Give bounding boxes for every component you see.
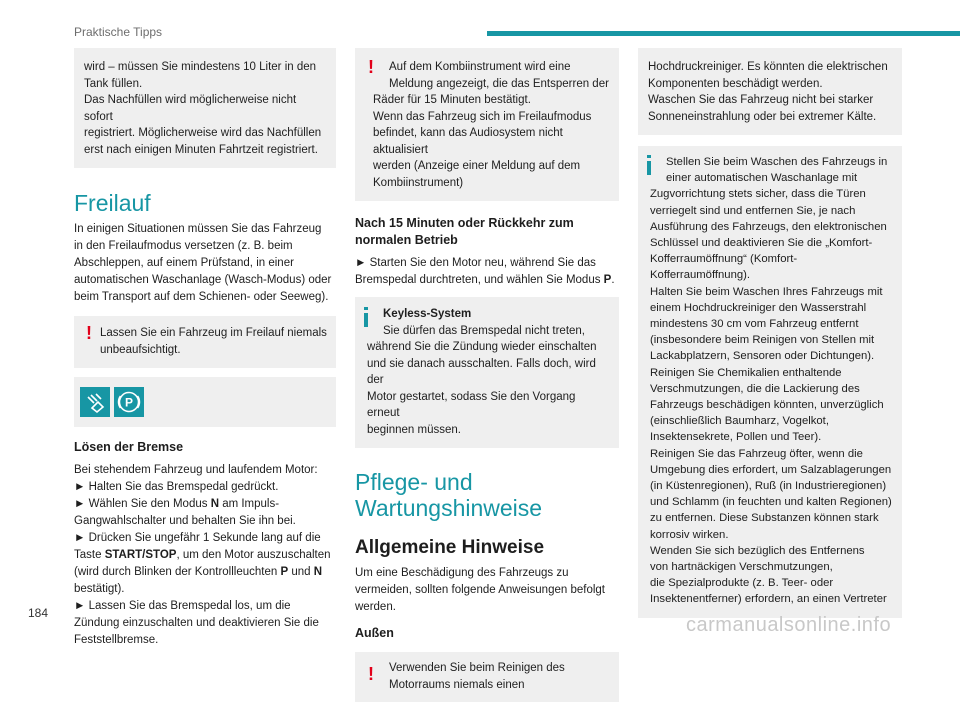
info-line: die Spezialprodukte (z. B. Teer- oder: [650, 577, 834, 590]
release-brake-steps: [74, 462, 336, 649]
info-line: und sie danach ausschalten. Falls doch, wird der: [367, 357, 596, 386]
warning-text: [373, 59, 611, 191]
info-line: Fahrzeugs beschädigen könnten, unverzüglich: [650, 399, 884, 412]
info-line: (in Küstenregionen), Ruß (in Industrieregionen): [650, 480, 887, 493]
care-title: [355, 469, 619, 521]
paragraph-line: Abschleppen, auf einem Prüfstand, in einer: [74, 257, 294, 269]
general-notes-title: Allgemeine Hinweise: [355, 537, 545, 558]
warning-line: Kombiinstrument): [373, 176, 464, 189]
info-text: [367, 306, 611, 438]
note-line: Hochdruckreiniger. Es könnten die elektrischen: [648, 61, 888, 73]
note-line: Tank füllen.: [84, 77, 143, 90]
step-line: Feststellbremse.: [74, 634, 159, 646]
text-run: Taste: [74, 549, 105, 561]
indicator-p: P: [280, 566, 289, 578]
paragraph-line: In einigen Situationen müssen Sie das Fahrzeug: [74, 223, 322, 235]
info-line: und Schlamm (in feuchten und kalten Regionen): [650, 496, 892, 509]
info-line: Reinigen Sie Chemikalien enthaltende: [650, 366, 842, 379]
info-line: einer automatischen Waschanlage mit: [666, 172, 858, 185]
info-line: Motor gestartet, sodass Sie den Vorgang erneut: [367, 390, 576, 419]
info-line: Halten Sie beim Waschen Ihres Fahrzeugs mit: [650, 285, 883, 298]
step-line: Gangwahlschalter und behalten Sie ihn bei.: [74, 515, 296, 527]
step-line: Zündung einzuschalten und deaktivieren Sie die: [74, 617, 319, 629]
info-line: (einschließlich Baumharz, Vogelkot,: [650, 415, 829, 428]
general-notes-text: [355, 565, 619, 616]
info-line: Sie dürfen das Bremspedal nicht treten,: [383, 324, 586, 337]
header-accent-bar: [487, 31, 960, 36]
warning-icon: !: [86, 323, 92, 343]
after-15-min-title: [355, 215, 619, 249]
text-run: am Impuls-: [219, 498, 280, 510]
warning-line: befindet, kann das Audiosystem nicht aktualisiert: [373, 127, 563, 156]
refuel-note-box: [74, 48, 336, 168]
text-run: und: [288, 566, 314, 578]
note-line: registriert. Möglicherweise wird das Nachfüllen: [84, 127, 322, 139]
warning-text: [377, 660, 611, 693]
step-line: [74, 564, 336, 581]
info-line: während Sie die Zündung wieder einschalten: [367, 341, 597, 353]
info-line: einem Hochdruckreiniger den Wasserstrahl: [650, 301, 867, 314]
warning-line: Verwenden Sie beim Reinigen des: [389, 662, 565, 674]
info-line: Insektenentferner) erfordern, an einen Vertreter: [650, 593, 887, 606]
warning-box: [74, 316, 336, 368]
warning-icon: !: [368, 664, 374, 684]
info-line: korrosiv wirken.: [650, 528, 729, 541]
info-line: Kofferraumöffnung“ (Komfort-Kofferraumöffnung).: [650, 253, 798, 282]
warning-line: werden (Anzeige einer Meldung auf dem: [373, 160, 581, 172]
warning-line: Auf dem Kombiinstrument wird eine: [389, 61, 571, 73]
column-1: [74, 48, 336, 649]
release-brake-title: Lösen der Bremse: [74, 440, 184, 454]
note-line: Waschen Sie das Fahrzeug nicht bei starker: [648, 94, 874, 106]
paragraph-line: beim Transport auf dem Schienen- oder Seeweg).: [74, 291, 329, 303]
info-line: Umgebung dies erfordert, um Salzablagerungen: [650, 463, 892, 476]
info-line: Reinigen Sie das Fahrzeug öfter, wenn die: [650, 447, 863, 460]
paragraph-line: in den Freilaufmodus versetzen (z. B. beim: [74, 240, 293, 252]
text-run: , um den Motor auszuschalten: [176, 549, 331, 561]
info-line: Lackabplatzern, Sensoren oder Dichtungen).: [650, 350, 875, 363]
warning-line: unbeaufsichtigt.: [100, 343, 181, 356]
warning-line: Räder für 15 Minuten bestätigt.: [373, 94, 531, 106]
watermark: carmanualsonline.info: [686, 614, 892, 636]
note-line: Sonneneinstrahlung oder bei extremer Kälte.: [648, 110, 877, 123]
icon-strip: [74, 377, 336, 427]
freilauf-title: Freilauf: [74, 190, 151, 216]
step-line: bestätigt).: [74, 583, 125, 595]
info-line: beginnen müssen.: [367, 423, 461, 436]
indicator-n: N: [313, 566, 323, 578]
warning-box: [355, 48, 619, 201]
warning-line: Lassen Sie ein Fahrzeug im Freilauf niemals: [100, 327, 327, 339]
title-line: Pflege- und: [355, 469, 473, 495]
note-line: erst nach einigen Minuten Fahrtzeit registriert.: [84, 143, 318, 156]
title-line: Nach 15 Minuten oder Rückkehr zum: [355, 216, 574, 230]
step-line: ► Starten Sie den Motor neu, während Sie das: [355, 257, 596, 269]
warning-line: Motorraums niemals einen: [389, 678, 525, 691]
paragraph-line: vermeiden, sollten folgende Anweisungen befolgt: [355, 584, 605, 596]
svg-text:P: P: [124, 395, 134, 410]
column-2: [355, 48, 619, 702]
column-3: [638, 48, 902, 618]
running-header: Praktische Tipps: [74, 25, 163, 39]
info-line: von hartnäckigen Verschmutzungen,: [650, 561, 833, 574]
info-line: Verschmutzungen, die die Lackierung des: [650, 382, 860, 395]
info-line: Wenden Sie sich bezüglich des Entfernens: [650, 544, 865, 557]
page-number: 184: [28, 606, 49, 620]
warning-icon: !: [368, 57, 374, 77]
warning-box: [355, 652, 619, 702]
paragraph-line: automatischen Waschanlage (Wasch-Modus) oder: [74, 274, 332, 286]
info-line: verriegelt sind und entfernen Sie, je nach: [650, 204, 856, 217]
note-line: Komponenten beschädigt werden.: [648, 77, 823, 90]
pressure-cleaner-note: [638, 48, 902, 135]
info-line: mindestens 30 cm vom Fahrzeug entfernt: [650, 318, 859, 331]
note-line: wird – müssen Sie mindestens 10 Liter in den: [84, 61, 317, 73]
title-line: Wartungshinweise: [355, 495, 543, 521]
parking-brake-icon: [114, 387, 144, 417]
icon-row: [80, 387, 330, 417]
step-line: ► Halten Sie das Bremspedal gedrückt.: [74, 481, 279, 493]
step-line: [74, 496, 336, 513]
text-run: ► Wählen Sie den Modus: [74, 498, 211, 510]
info-line: zu entfernen. Diese Substanzen können stark: [650, 512, 879, 525]
mode-n: N: [210, 498, 219, 510]
step-line: [355, 272, 619, 289]
text-run: .: [611, 274, 615, 286]
paragraph-line: Um eine Beschädigung des Fahrzeugs zu: [355, 567, 569, 579]
car-wash-icon: [80, 387, 110, 417]
note-line: Das Nachfüllen wird möglicherweise nicht sofort: [84, 94, 297, 123]
info-box: [355, 297, 619, 448]
info-line: Schlüssel und deaktivieren Sie die „Komfort-: [650, 237, 873, 250]
info-title: Keyless-System: [383, 308, 472, 320]
title-line: normalen Betrieb: [355, 233, 458, 247]
warning-line: Wenn das Fahrzeug sich im Freilaufmodus: [373, 110, 592, 123]
text-run: (wird durch Blinken der Kontrollleuchten: [74, 566, 281, 578]
step-line: ► Lassen Sie das Bremspedal los, um die: [74, 600, 291, 612]
outside-title: Außen: [355, 626, 394, 640]
warning-line: Meldung angezeigt, die das Entsperren der: [389, 77, 609, 90]
info-line: Insektensekrete, Pollen und Teer).: [650, 431, 822, 444]
warning-text: [96, 325, 328, 358]
step-line: [74, 547, 336, 564]
step-line: ► Drücken Sie ungefähr 1 Sekunde lang auf die: [74, 532, 321, 544]
info-box: [638, 146, 902, 618]
step-line: Bei stehendem Fahrzeug und laufendem Motor:: [74, 464, 318, 476]
text-run: Bremspedal durchtreten, und wählen Sie Modus: [355, 274, 604, 286]
info-line: Ausführung des Fahrzeugs, den elektronischen: [650, 220, 887, 233]
start-stop-key: START/STOP: [104, 549, 177, 561]
info-line: (insbesondere beim Reinigen von Stellen mit: [650, 334, 875, 347]
paragraph-line: werden.: [355, 601, 396, 613]
freilauf-paragraph: [74, 221, 336, 306]
info-text: [650, 154, 894, 608]
mode-p: P: [603, 274, 612, 286]
after-15-min-step: [355, 255, 619, 289]
info-line: Zugvorrichtung stets sicher, dass die Türen: [650, 188, 866, 201]
info-line: Stellen Sie beim Waschen des Fahrzeugs in: [666, 156, 888, 168]
